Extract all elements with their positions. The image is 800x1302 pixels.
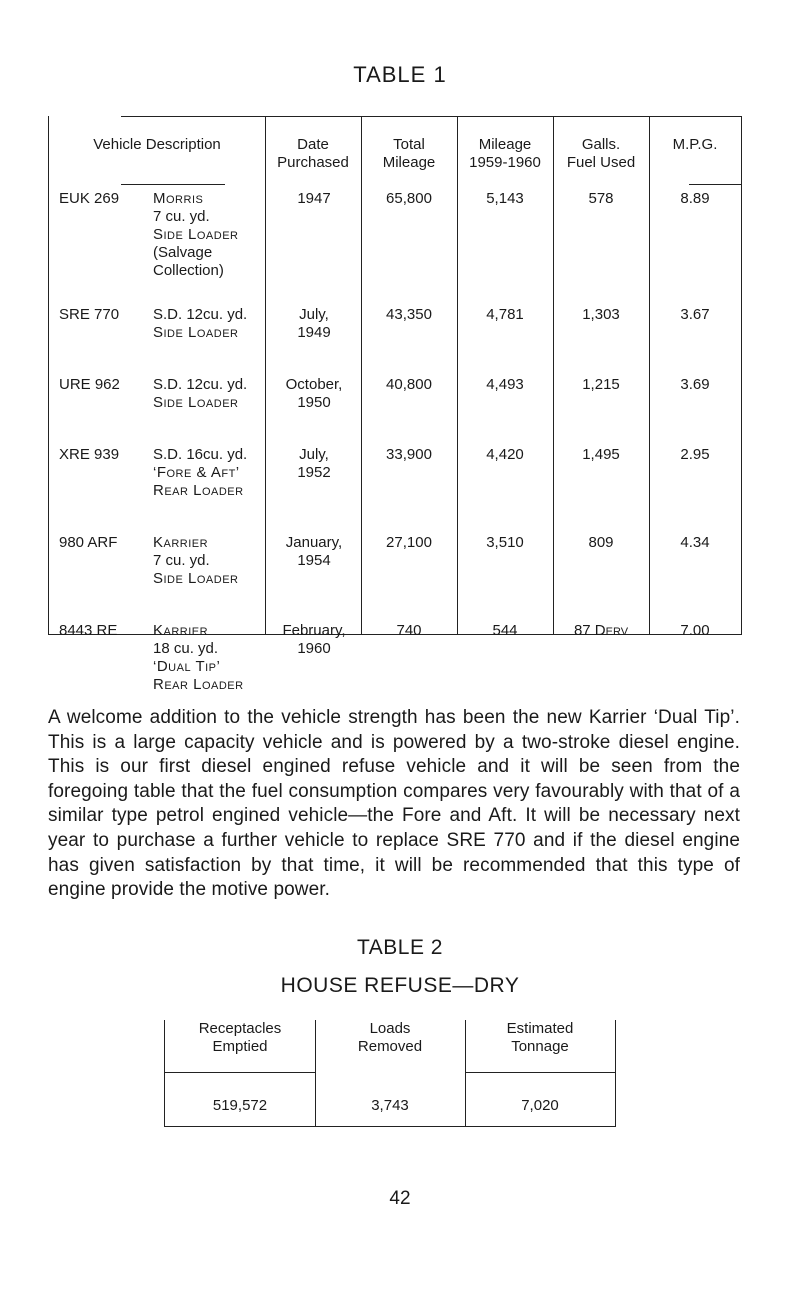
mpg-value: 4.34 xyxy=(680,534,710,551)
vehicle-description: S.D. 12cu. yd. Side Loader xyxy=(153,306,248,341)
galls-fuel-used: 1,495 xyxy=(582,446,620,463)
header-total-mileage: Total Mileage xyxy=(382,136,436,171)
vehicle-table xyxy=(48,116,742,693)
mpg-value: 8.89 xyxy=(680,190,710,207)
total-mileage: 65,800 xyxy=(386,190,432,207)
total-mileage: 43,350 xyxy=(386,306,432,323)
body-paragraph: A welcome addition to the vehicle strength has been the new Karrier ‘Dual Tip’. This is a large capacity vehicle and is powered by a two-stroke diesel engine. This is our first diesel engined refuse vehicle and it will be seen from the foregoing table that the fuel consumption compares very favourably with that of a similar type petrol engined vehicle—the Fore and Aft. It will be necessary next year to purchase a further vehicle to replace SRE 770 and if the diesel engine has given satisfaction by that time, it will be recommended that this type of engine provide the motive power. xyxy=(48,707,740,901)
header-receptacles-emptied: Receptacles Emptied xyxy=(198,1020,282,1055)
date-purchased: February, 1960 xyxy=(282,622,346,657)
galls-fuel-used: 809 xyxy=(588,534,614,551)
mileage-1959-1960: 4,420 xyxy=(486,446,524,463)
total-mileage: 40,800 xyxy=(386,376,432,393)
vehicle-description: Karrier 18 cu. yd. ‘Dual Tip’ Rear Loader xyxy=(153,622,244,693)
header-rule xyxy=(465,1072,615,1073)
registration: XRE 939 xyxy=(59,446,120,463)
galls-fuel-used: 1,303 xyxy=(582,306,620,323)
header-mileage-1959-1960: Mileage 1959-1960 xyxy=(469,136,541,171)
mileage-1959-1960: 3,510 xyxy=(486,534,524,551)
registration: 8443 RE xyxy=(59,622,118,639)
mileage-1959-1960: 4,781 xyxy=(486,306,524,323)
galls-fuel-used: 1,215 xyxy=(582,376,620,393)
house-refuse-table xyxy=(164,1020,616,1127)
column-divider xyxy=(265,116,266,634)
table2-subtitle: HOUSE REFUSE—DRY xyxy=(280,974,520,997)
header-loads-removed: Loads Removed xyxy=(357,1020,423,1055)
header-mpg: M.P.G. xyxy=(672,136,718,153)
mileage-1959-1960: 4,493 xyxy=(486,376,524,393)
page-number: 42 xyxy=(389,1188,411,1209)
header-date-purchased: Date Purchased xyxy=(277,136,349,171)
galls-fuel-used: 87 Derv xyxy=(573,622,629,639)
registration: EUK 269 xyxy=(59,190,120,207)
mpg-value: 7.00 xyxy=(680,622,710,639)
header-estimated-tonnage: Estimated Tonnage xyxy=(506,1020,574,1055)
vehicle-description: S.D. 12cu. yd. Side Loader xyxy=(153,376,248,411)
table1-title: TABLE 1 xyxy=(353,62,447,87)
loads-removed-value: 3,743 xyxy=(371,1097,409,1114)
header-galls-fuel-used: Galls. Fuel Used xyxy=(566,136,636,171)
date-purchased: October, 1950 xyxy=(285,376,343,411)
table-top-rule xyxy=(121,116,741,117)
mpg-value: 3.67 xyxy=(680,306,710,323)
mileage-1959-1960: 544 xyxy=(492,622,518,639)
total-mileage: 33,900 xyxy=(386,446,432,463)
mpg-value: 2.95 xyxy=(680,446,710,463)
date-purchased: July, 1949 xyxy=(297,306,331,341)
galls-fuel-used: 578 xyxy=(588,190,614,207)
vehicle-description: Karrier 7 cu. yd. Side Loader xyxy=(153,534,239,587)
header-rule xyxy=(689,184,741,185)
mileage-1959-1960: 5,143 xyxy=(486,190,524,207)
vehicle-description: Morris 7 cu. yd. Side Loader (Salvage Collection) xyxy=(153,190,239,279)
date-purchased: 1947 xyxy=(297,190,331,207)
receptacles-emptied-value: 519,572 xyxy=(212,1097,268,1114)
vehicle-description: S.D. 16cu. yd. ‘Fore & Aft’ Rear Loader xyxy=(153,446,248,499)
estimated-tonnage-value: 7,020 xyxy=(521,1097,559,1114)
registration: URE 962 xyxy=(59,376,120,393)
header-rule xyxy=(121,184,225,185)
date-purchased: January, 1954 xyxy=(285,534,343,569)
table2-title: TABLE 2 xyxy=(357,936,443,959)
registration: SRE 770 xyxy=(59,306,120,323)
mpg-value: 3.69 xyxy=(680,376,710,393)
date-purchased: July, 1952 xyxy=(297,446,331,481)
header-vehicle-description: Vehicle Description xyxy=(93,136,221,153)
total-mileage: 27,100 xyxy=(386,534,432,551)
header-rule xyxy=(165,1072,315,1073)
total-mileage: 740 xyxy=(396,622,422,639)
registration: 980 ARF xyxy=(59,534,118,551)
